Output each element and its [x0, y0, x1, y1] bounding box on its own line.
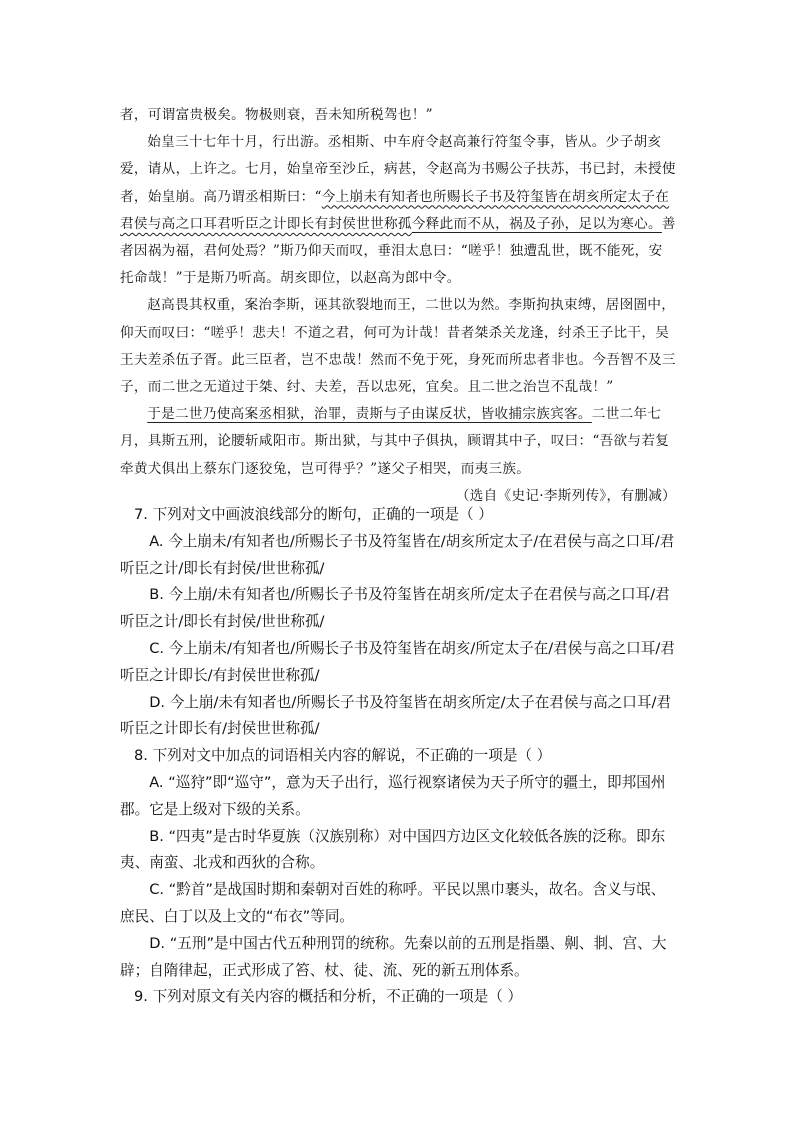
- passage-paragraph-2: 赵高畏其权重，案治李斯，诬其欲裂地而王，二世以为然。李斯拘执束缚，居囹圄中，仰天而叹曰：“嗟乎！悲夫！不道之君，何可为计哉！昔者桀杀关龙逢，纣杀王子比干，吴王夫差杀伍子胥。此三臣者，岂不忠哉！然而不免于死，身死而所忠者非也。今吾智不及三子，而二世之无道过于桀、纣、夫差，吾以忠死，宜矣。且二世之治岂不乱哉！”: [120, 297, 676, 396]
- passage-text: 善者因祸为福，君何处焉？”斯乃仰天而叹，垂泪太息曰：“嗟乎！独遭乱世，既不能死，安托命哉！”于是斯乃听高。胡亥即位，以赵高为郎中令。: [120, 215, 676, 287]
- question-8-option-c: C. “黔首”是战国时期和秦朝对百姓的称呼。平民以黑巾裹头，故名。含义与氓、庶民、白丁以及上文的“布衣”等同。: [120, 881, 666, 925]
- passage: [120, 102, 676, 510]
- passage-text: 始皇三十七年十月，行出游。丞相斯、中车府令赵高兼行符玺令事，皆从。少子胡亥爱，请从，上许之。七月，始皇帝至沙丘，病甚，令赵高为书赐公子扶苏，书已封，未授使者，始皇崩。高乃谓丞相斯曰：“: [120, 134, 676, 205]
- passage-paragraph-1: [120, 129, 676, 292]
- questions: [120, 502, 676, 1011]
- question-9-stem: 9. 下列对原文有关内容的概括和分析，不正确的一项是（ ）: [134, 988, 523, 1006]
- passage-paragraph-3: [120, 401, 676, 483]
- question-7-option-c: C. 今上崩未/有知者也/所赐长子书及符玺皆在胡亥/所定太子在/君侯与高之口耳/君听臣之计即长/有封侯世世称孤/: [120, 639, 675, 684]
- question-8-stem: 8. 下列对文中加点的词语相关内容的解说，不正确的一项是（ ）: [134, 747, 552, 765]
- passage-paragraph-0: 者，可谓富贵极矣。物极则衰，吾未知所税驾也！”: [120, 107, 433, 123]
- passage-source: （选自《史记·李斯列传》，有删减）: [455, 487, 676, 504]
- question-7-option-d: D. 今上崩/未有知者也/所赐长子书及符玺皆在胡亥所定/太子在君侯与高之口耳/君听臣之计即长有/封侯世世称孤/: [120, 693, 671, 738]
- underlined-sentence: 今释此而不从，祸及子孙，足以为寒心。: [411, 215, 662, 232]
- question-8-option-d: D. “五刑”是中国古代五种刑罚的统称。先秦以前的五刑是指墨、劓、剕、宫、大辟；自隋律起，正式形成了笞、杖、徒、流、死的新五刑体系。: [120, 934, 667, 979]
- question-7-option-b: B. 今上崩/未有知者也/所赐长子书及符玺皆在胡亥所/定太子在君侯与高之口耳/君听臣之计/即长有封侯/世世称孤/: [120, 586, 670, 631]
- question-8-option-a: A. “巡狩”即“巡守”，意为天子出行，巡行视察诸侯为天子所守的疆土，即邦国州郡。它是上级对下级的关系。: [120, 773, 666, 818]
- question-8-option-b: B. “四夷”是古时华夏族（汉族别称）对中国四方边区文化较低各族的泛称。即东夷、南蛮、北戎和西狄的合称。: [120, 827, 666, 872]
- wavy-underlined-sentence: 今上崩未有知者也所赐长子书及符玺皆在胡亥所定太子在君侯与高之口耳君听臣之计即长有封侯世世称孤: [120, 188, 670, 232]
- underlined-sentence: 于是二世乃使高案丞相狱，治罪，责斯与子由谋反状，皆收捕宗族宾客。: [147, 406, 592, 423]
- question-7-option-a: A. 今上崩未/有知者也/所赐长子书及符玺皆在/胡亥所定太子/在君侯与高之口耳/君听臣之计/即长有封侯/世世称孤/: [120, 532, 675, 577]
- passage-text: 二世二年七月，具斯五刑，论腰斩咸阳市。斯出狱，与其中子俱执，顾谓其中子，叹曰：“吾欲与若复牵黄犬俱出上蔡东门逐狡兔，岂可得乎？”遂父子相哭，而夷三族。: [120, 406, 670, 477]
- question-7-stem: 7. 下列对文中画波浪线部分的断句，正确的一项是（ ）: [134, 506, 493, 523]
